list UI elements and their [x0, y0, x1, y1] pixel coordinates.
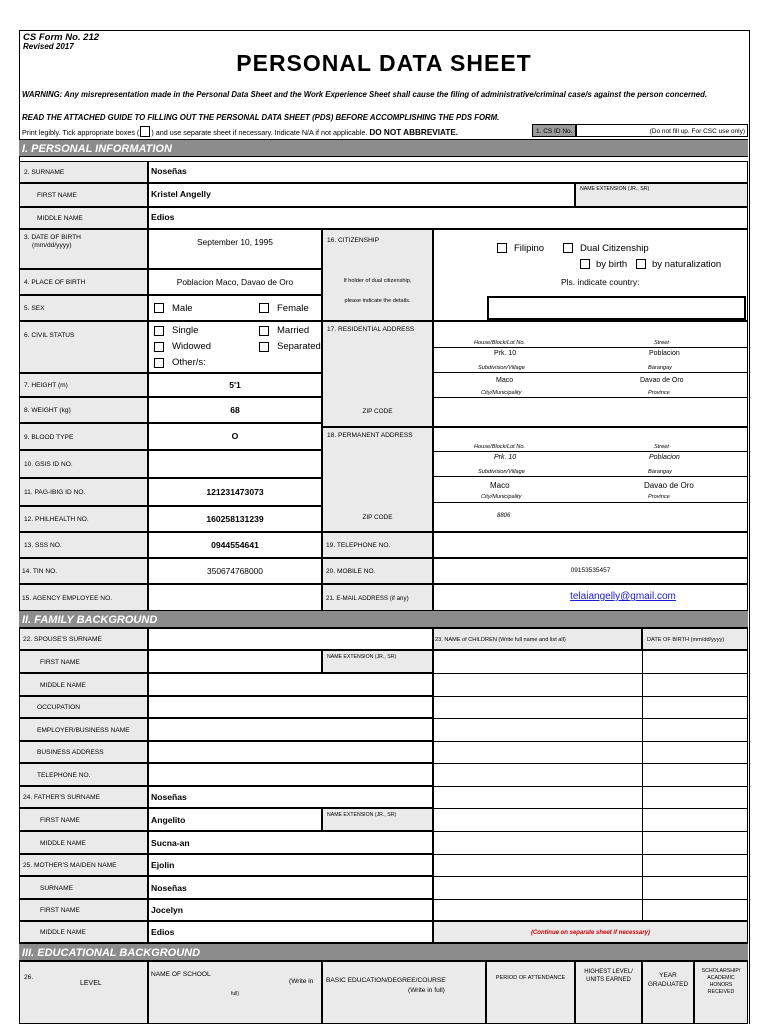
print-legibly-part-1: Print legibly. Tick appropriate boxes ( [22, 128, 140, 137]
other-status-label: Other/s: [172, 357, 206, 368]
perm-barangay-caption: Barangay [648, 469, 672, 475]
sss-label: 13. SSS NO. [19, 532, 148, 558]
scholarship-header: SCHOLARSHIP/ ACADEMIC HONORS RECEIVED [694, 961, 748, 1024]
section-educational-background: III. EDUCATIONAL BACKGROUND [19, 943, 748, 961]
name-extension-label: NAME EXTENSION (JR., SR) [575, 183, 748, 207]
perm-zip-value: 8806 [497, 513, 511, 519]
res-province-value: Davao de Oro [640, 377, 684, 384]
tick-box-icon [140, 126, 150, 137]
citizenship-label-block [322, 229, 433, 321]
continue-note: (Continue on separate sheet if necessary) [530, 930, 651, 936]
dual-citizenship-checkbox[interactable] [563, 243, 573, 253]
by-naturalization-checkbox[interactable] [636, 259, 646, 269]
mother-surname-label: SURNAME [19, 876, 148, 899]
page-title: PERSONAL DATA SHEET [236, 50, 532, 76]
middle-name-field[interactable] [148, 207, 748, 229]
philhealth-label: 12. PHILHEALTH NO. [19, 506, 148, 532]
school-name-header [148, 961, 322, 1024]
other-status-checkbox[interactable] [154, 358, 164, 368]
agency-employee-label: 15. AGENCY EMPLOYEE NO. [19, 584, 148, 611]
separated-checkbox[interactable] [259, 342, 269, 352]
res-city-value: Maco [496, 377, 514, 384]
father-surname-label: 24. FATHER'S SURNAME [19, 786, 148, 808]
residential-address-label: 17. RESIDENTIAL ADDRESS [327, 326, 415, 333]
gsis-field[interactable] [148, 450, 322, 478]
spouse-name-extension-label: NAME EXTENSION (JR., SR) [322, 650, 433, 673]
spouse-telephone-label: TELEPHONE NO. [19, 763, 148, 786]
dob-label [19, 229, 148, 269]
pagibig-value: 121231473073 [206, 487, 264, 497]
father-middle-name-value: Sucna-an [151, 838, 190, 848]
agency-employee-field[interactable] [148, 584, 322, 611]
blood-type-label: 9. BLOOD TYPE [19, 423, 148, 450]
female-checkbox[interactable] [259, 303, 269, 313]
spouse-middle-name-field[interactable] [148, 673, 433, 696]
cs-id-label: 1. CS ID No. [532, 124, 576, 137]
filipino-option-label: Filipino [514, 243, 545, 254]
education-number: 26. [24, 974, 34, 981]
weight-value: 68 [230, 405, 240, 415]
father-middle-name-field[interactable] [148, 831, 433, 854]
email-label: 21. E-MAIL ADDRESS (if any) [322, 584, 433, 611]
section-family-background: II. FAMILY BACKGROUND [19, 610, 748, 628]
print-legibly-text [22, 126, 458, 137]
perm-province-value: Davao de Oro [644, 481, 694, 490]
spouse-telephone-field[interactable] [148, 763, 433, 786]
occupation-field[interactable] [148, 696, 433, 718]
perm-city-caption: City/Municipality [481, 494, 522, 500]
res-barangay-value: Poblacion [649, 350, 680, 357]
dob-label-text: 3. DATE OF BIRTH [24, 234, 81, 241]
mother-surname-field[interactable] [148, 876, 433, 899]
period-header: PERIOD OF ATTENDANCE [486, 961, 575, 1024]
continue-note-box [433, 921, 748, 943]
course-header [322, 961, 486, 1024]
by-birth-label: by birth [596, 259, 628, 270]
mother-middle-name-value: Edios [151, 927, 175, 937]
course-label: BASIC EDUCATION/DEGREE/COURSE [326, 977, 446, 984]
pob-label: 4. PLACE OF BIRTH [19, 269, 148, 295]
res-street-caption: Street [654, 340, 669, 346]
course-write-label: (Write in full) [408, 987, 445, 994]
education-level-header [19, 961, 148, 1024]
sss-value: 0944554641 [211, 540, 259, 550]
business-address-field[interactable] [148, 741, 433, 763]
mother-first-name-value: Jocelyn [151, 905, 184, 915]
male-checkbox[interactable] [154, 303, 164, 313]
year-graduated-header: YEAR GRADUATED [642, 961, 694, 1024]
email-value[interactable]: telaiangelly@gmail.com [570, 591, 676, 602]
middle-name-label: MIDDLE NAME [19, 207, 148, 229]
weight-label: 8. WEIGHT (kg) [19, 397, 148, 423]
spouse-first-name-label: FIRST NAME [19, 650, 148, 673]
do-not-abbreviate: DO NOT ABBREVIATE. [369, 128, 459, 137]
mother-surname-value: Noseñas [151, 883, 187, 893]
mother-first-name-label: FIRST NAME [19, 899, 148, 921]
indicate-country-label: Pls. indicate country: [561, 277, 640, 287]
dob-format-text: (mm/dd/yyyy) [32, 242, 72, 249]
permanent-address-field[interactable] [433, 427, 748, 532]
res-house-value: Prk. 10 [494, 350, 517, 357]
surname-value: Noseñas [151, 166, 187, 176]
by-birth-checkbox[interactable] [580, 259, 590, 269]
spouse-surname-label: 22. SPOUSE'S SURNAME [19, 628, 148, 650]
mobile-value: 09153535457 [570, 567, 611, 574]
dual-citizenship-label: Dual Citizenship [580, 243, 649, 254]
blood-type-value: O [231, 431, 239, 441]
dob-field[interactable] [148, 229, 322, 269]
employer-field[interactable] [148, 718, 433, 741]
perm-province-caption: Province [648, 494, 670, 500]
mother-maiden-value: Ejolin [151, 860, 175, 870]
dob-value: September 10, 1995 [197, 237, 273, 247]
mobile-label: 20. MOBILE NO. [322, 558, 433, 584]
filipino-checkbox[interactable] [497, 243, 507, 253]
form-number: CS Form No. 212 [23, 32, 100, 43]
sex-label: 5. SEX [19, 295, 148, 321]
father-name-extension-label: NAME EXTENSION (JR., SR) [322, 808, 433, 831]
read-guide-text: READ THE ATTACHED GUIDE TO FILLING OUT THE PERSONAL DATA SHEET (PDS) BEFORE ACCOMPLISHING THE PDS FORM. [22, 113, 500, 122]
permanent-address-label: 18. PERMANENT ADDRESS [327, 432, 413, 439]
first-name-value: Kristel Angelly [151, 189, 211, 199]
perm-subdivision-caption: Subdivision/Village [478, 469, 525, 475]
height-label: 7. HEIGHT (m) [19, 373, 148, 397]
warning-text: WARNING: Any misrepresentation made in the Personal Data Sheet and the Work Experience Sheet shall cause the filing of administrative/criminal case/s against the person concerned. [22, 90, 708, 99]
cs-id-field[interactable]: (Do not fill up. For CSC use only) [576, 124, 748, 137]
gsis-label: 10. GSIS ID NO. [19, 450, 148, 478]
pob-value: Poblacion Maco, Davao de Oro [176, 277, 294, 287]
country-field[interactable] [487, 296, 746, 320]
telephone-field[interactable] [433, 532, 748, 558]
employer-label: EMPLOYER/BUSINESS NAME [19, 718, 148, 741]
pagibig-label: 11. PAG-IBIG ID NO. [19, 478, 148, 506]
res-subdivision-caption: Subdivision/Village [478, 365, 525, 371]
single-checkbox[interactable] [154, 326, 164, 336]
father-middle-name-label: MIDDLE NAME [19, 831, 148, 854]
mother-middle-name-label: MIDDLE NAME [19, 921, 148, 943]
father-first-name-label: FIRST NAME [19, 808, 148, 831]
married-option-label: Married [277, 325, 310, 336]
perm-house-caption: House/Block/Lot No. [474, 444, 525, 450]
highest-level-header: HIGHEST LEVEL/ UNITS EARNED [575, 961, 642, 1024]
section-personal-information: I. PERSONAL INFORMATION [19, 139, 748, 157]
spouse-middle-name-label: MIDDLE NAME [19, 673, 148, 696]
res-city-caption: City/Municipality [481, 390, 522, 396]
tin-value: 350674768000 [207, 566, 263, 576]
height-value: 5'1 [229, 380, 241, 390]
civil-status-label: 6. CIVIL STATUS [19, 321, 148, 373]
residential-address-field[interactable] [433, 321, 748, 427]
perm-street-caption: Street [654, 444, 669, 450]
form-revision: Revised 2017 [23, 42, 74, 51]
first-name-label: FIRST NAME [19, 183, 148, 207]
spouse-surname-field[interactable] [148, 628, 433, 650]
father-first-name-value: Angelito [151, 815, 186, 825]
perm-city-value: Maco [490, 481, 510, 490]
dual-note-1: If holder of dual citizenship, [343, 278, 412, 284]
print-legibly-part-2: ) and use separate sheet if necessary. Indicate N/A if not applicable. [151, 128, 368, 137]
female-option-label: Female [277, 303, 309, 314]
occupation-label: OCCUPATION [19, 696, 148, 718]
philhealth-value: 160258131239 [206, 514, 264, 524]
res-barangay-caption: Barangay [648, 365, 672, 371]
married-checkbox[interactable] [259, 326, 269, 336]
male-option-label: Male [172, 303, 193, 314]
perm-house-value: Prk. 10 [494, 454, 517, 461]
surname-field[interactable] [148, 161, 748, 183]
res-province-caption: Province [648, 390, 670, 396]
school-full-label: full) [231, 991, 240, 997]
children-name-header: 23. NAME of CHILDREN (Write full name and list all) [433, 628, 642, 650]
by-naturalization-label: by naturalization [652, 259, 722, 270]
perm-barangay-value: Poblacion [649, 454, 680, 461]
tin-label: 14. TIN NO. [19, 558, 148, 584]
spouse-first-name-field[interactable] [148, 650, 322, 673]
education-level-label: LEVEL [80, 980, 102, 987]
residential-zip-label: ZIP CODE [362, 408, 393, 415]
telephone-label: 19. TELEPHONE NO. [322, 532, 433, 558]
widowed-option-label: Widowed [172, 341, 212, 352]
middle-name-value: Edios [151, 212, 175, 222]
business-address-label: BUSINESS ADDRESS [19, 741, 148, 763]
surname-label: 2. SURNAME [19, 161, 148, 183]
mother-middle-name-field[interactable] [148, 921, 433, 943]
father-surname-value: Noseñas [151, 792, 187, 802]
res-house-caption: House/Block/Lot No. [474, 340, 525, 346]
separated-option-label: Separated [277, 341, 321, 352]
dual-note-2: please indicate the details. [344, 298, 411, 304]
school-write-in-label: (Write in [289, 978, 314, 985]
single-option-label: Single [172, 325, 199, 336]
mother-first-name-field[interactable] [148, 899, 433, 921]
father-surname-field[interactable] [148, 786, 433, 808]
citizenship-label: 16. CITIZENSHIP [327, 237, 380, 244]
permanent-zip-label: ZIP CODE [362, 514, 393, 521]
mother-maiden-field[interactable] [148, 854, 433, 876]
widowed-checkbox[interactable] [154, 342, 164, 352]
mother-maiden-label: 25. MOTHER'S MAIDEN NAME [19, 854, 148, 876]
first-name-field[interactable] [148, 183, 575, 207]
children-dob-header: DATE OF BIRTH (mm/dd/yyyy) [642, 628, 748, 650]
school-name-label: NAME OF SCHOOL [151, 971, 211, 978]
